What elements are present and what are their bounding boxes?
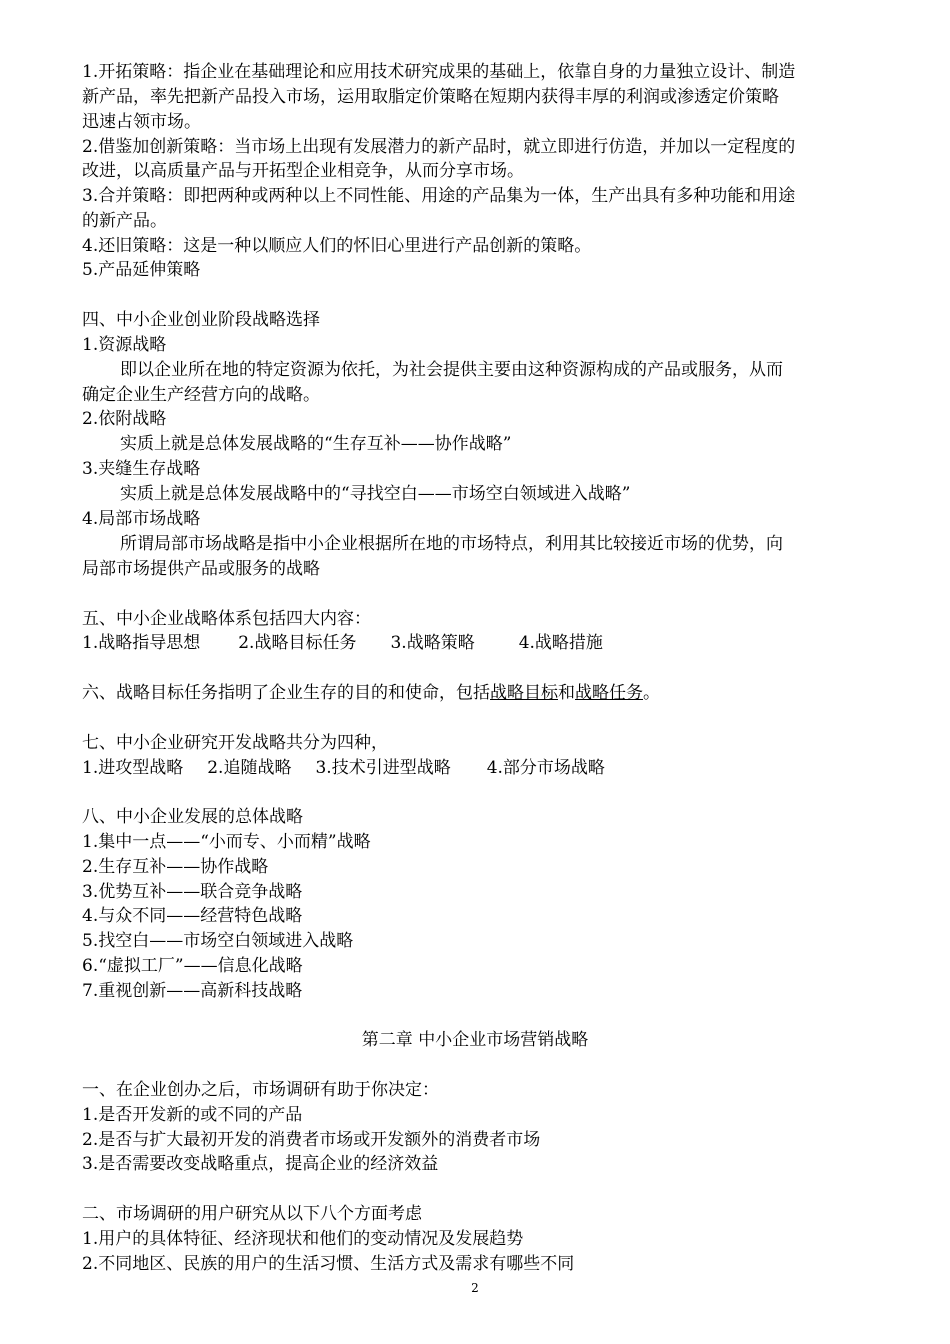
list-item: 4.战略措施 <box>518 633 603 653</box>
list-item: 2.战略目标任务 <box>238 633 357 653</box>
text-span: 和 <box>558 683 575 703</box>
text-line: 所谓局部市场战略是指中小企业根据所在地的市场特点，利用其比较接近市场的优势，向 <box>120 534 783 554</box>
text-line: 迅速占领市场。 <box>82 112 201 132</box>
section-heading <box>82 682 660 704</box>
section-heading: 七、中小企业研究开发战略共分为四种， <box>82 733 388 753</box>
list-item: 3.技术引进型战略 <box>315 758 451 778</box>
list-item: 3.是否需要改变战略重点，提高企业的经济效益 <box>82 1154 439 1174</box>
list-item: 3.战略策略 <box>390 633 475 653</box>
list-item: 6.“虚拟工厂”——信息化战略 <box>82 956 303 976</box>
list-item: 1.战略指导思想 <box>82 633 201 653</box>
list-item: 3.夹缝生存战略 <box>82 459 201 479</box>
page-number: 2 <box>471 1281 479 1295</box>
list-item: 4.部分市场战略 <box>486 758 605 778</box>
list-item: 1.用户的具体特征、经济现状和他们的变动情况及发展趋势 <box>82 1229 524 1249</box>
text-line: 1.开拓策略：指企业在基础理论和应用技术研究成果的基础上，依靠自身的力量独立设计、制造 <box>82 62 796 82</box>
text-line: 的新产品。 <box>82 211 167 231</box>
text-line: 实质上就是总体发展战略中的“寻找空白——市场空白领域进入战略” <box>120 484 631 504</box>
list-item: 1.集中一点——“小而专、小而精”战略 <box>82 832 371 852</box>
text-line: 3.合并策略：即把两种或两种以上不同性能、用途的产品集为一体，生产出具有多种功能和用途 <box>82 186 796 206</box>
section-heading: 八、中小企业发展的总体战略 <box>82 807 303 827</box>
underlined-term: 战略目标 <box>490 683 558 703</box>
list-item: 2.是否与扩大最初开发的消费者市场或开发额外的消费者市场 <box>82 1130 541 1150</box>
list-item: 1.进攻型战略 <box>82 758 184 778</box>
text-line: 改进，以高质量产品与开拓型企业相竞争，从而分享市场。 <box>82 161 524 181</box>
section7-items <box>82 757 605 779</box>
text-line: 2.借鉴加创新策略：当市场上出现有发展潜力的新产品时，就立即进行仿造，并加以一定程度的 <box>82 137 796 157</box>
text-span: 六、战略目标任务指明了企业生存的目的和使命，包括 <box>82 683 490 703</box>
list-item: 7.重视创新——高新科技战略 <box>82 981 303 1001</box>
chapter-title: 第二章 中小企业市场营销战略 <box>361 1030 589 1050</box>
list-item: 1.是否开发新的或不同的产品 <box>82 1105 303 1125</box>
text-line: 局部市场提供产品或服务的战略 <box>82 559 320 579</box>
list-item: 2.不同地区、民族的用户的生活习惯、生活方式及需求有哪些不同 <box>82 1254 575 1274</box>
underlined-term: 战略任务 <box>575 683 643 703</box>
list-item: 2.生存互补——协作战略 <box>82 857 269 877</box>
list-item: 3.优势互补——联合竞争战略 <box>82 882 303 902</box>
section-heading: 四、中小企业创业阶段战略选择 <box>82 310 320 330</box>
section-heading: 二、市场调研的用户研究从以下八个方面考虑 <box>82 1204 422 1224</box>
text-line: 实质上就是总体发展战略的“生存互补——协作战略” <box>120 434 512 454</box>
text-line: 5.产品延伸策略 <box>82 260 201 280</box>
text-line: 即以企业所在地的特定资源为依托，为社会提供主要由这种资源构成的产品或服务，从而 <box>120 360 783 380</box>
list-item: 5.找空白——市场空白领域进入战略 <box>82 931 354 951</box>
section-heading: 一、在企业创办之后，市场调研有助于你决定： <box>82 1080 439 1100</box>
text-line: 4.还旧策略：这是一种以顺应人们的怀旧心里进行产品创新的策略。 <box>82 236 592 256</box>
section-heading: 五、中小企业战略体系包括四大内容： <box>82 609 371 629</box>
section5-items <box>82 632 603 654</box>
list-item: 2.依附战略 <box>82 409 167 429</box>
text-line: 新产品，率先把新产品投入市场，运用取脂定价策略在短期内获得丰厚的利润或渗透定价策略 <box>82 87 779 107</box>
list-item: 4.与众不同——经营特色战略 <box>82 906 303 926</box>
text-span: 。 <box>643 683 660 703</box>
list-item: 1.资源战略 <box>82 335 167 355</box>
list-item: 2.追随战略 <box>207 758 292 778</box>
text-line: 确定企业生产经营方向的战略。 <box>82 385 320 405</box>
list-item: 4.局部市场战略 <box>82 509 201 529</box>
